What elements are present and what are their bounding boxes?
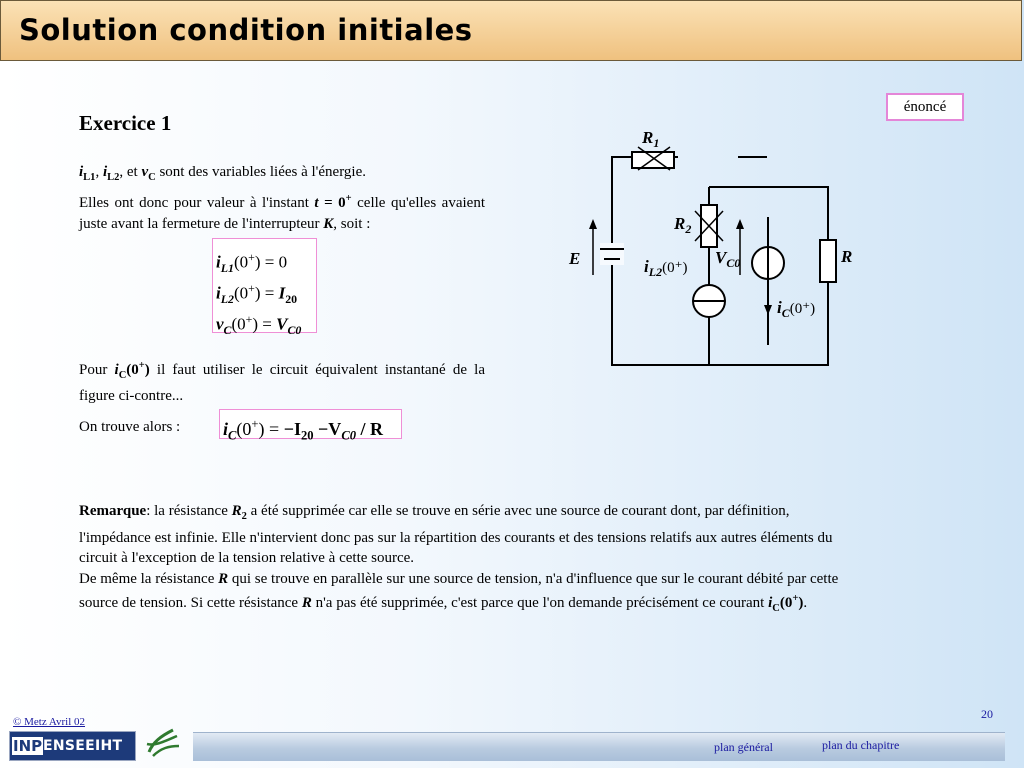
plan-general-link[interactable]: plan général xyxy=(714,740,773,754)
equivalent-circuit-paragraph: Pour $i_C(0^+)$ il faut utiliser le circuit équivalent instantané de la figure ci-contre... xyxy=(79,360,485,404)
r1-label: $R_1$ xyxy=(642,128,660,150)
energy-variables-line: $i_{L1}$, $i_{L2}$, et $v_C$ sont des variables liées à l'énergie. xyxy=(79,164,366,183)
inp-enseeiht-logo xyxy=(9,731,136,761)
r2-resistor xyxy=(695,205,723,247)
page-number: 20 xyxy=(981,707,993,721)
plan-du-chapitre-link[interactable]: plan du chapitre xyxy=(822,738,900,752)
intro-paragraph xyxy=(79,162,485,235)
lse-logo xyxy=(143,724,183,760)
slide-title: Solution condition initiales xyxy=(19,13,473,47)
il2-current-source xyxy=(693,285,725,317)
ic-current-arrow xyxy=(764,305,772,315)
enonce-button[interactable]: énoncé xyxy=(886,93,964,121)
initial-value-sentence: Elles ont donc pour valeur à l'instant t = 0+ celle qu'elles avaient juste avant la fermeture de l'interrupteur K, soit : xyxy=(79,193,485,232)
vc0-voltage-source xyxy=(736,219,784,279)
r1-resistor xyxy=(612,147,678,170)
copyright-link[interactable]: © Metz Avril 02 xyxy=(13,716,86,728)
inp-logo-text: INP xyxy=(13,737,43,755)
slide-title-bar xyxy=(0,0,1022,61)
r-label: R xyxy=(841,247,853,266)
r2-label: $R_2$ xyxy=(674,214,692,236)
il2-label: $i_{L2}(0^+)$ xyxy=(644,257,688,279)
e-voltage-source xyxy=(589,219,624,275)
remarque-paragraph: Remarque: la résistance $R_2$ a été supprimée car elle se trouve en série avec une source de courant dont, par définition, l'impédance est infinie. Elle n'intervient donc pas sur la répartition des courants et des tensions relatifs aux autres éléments du circuit à l'exception de la tension relative à cette source. De même la résistance R qui se trouve en parallèle sur une source de tension, n'a d'influence que sur le courant débité par cette source de tension. Si cette résistance R n'a pas été supprimée, c'est parce que l'on demande précisément ce courant $i_C(0^+)$. xyxy=(79,503,839,614)
enseeiht-logo-text: ENSEEIHT xyxy=(43,738,123,754)
equation-vc: $v_C(0^+) = V_{C0}$ xyxy=(216,312,302,338)
equation-il1: $i_{L1}(0^+) = 0$ xyxy=(216,250,288,276)
ic-label: $i_C(0^+)$ xyxy=(777,298,816,320)
exercise-title: Exercice 1 xyxy=(79,111,172,135)
circuit-diagram xyxy=(560,125,860,375)
equation-il2: $i_{L2}(0^+) = I_{20}$ xyxy=(216,281,298,307)
result-equation-box: $i_C(0^+) = -I_{20} -V_{C0} / R$ xyxy=(219,409,402,439)
vc0-label: $V_{C0}$ xyxy=(715,248,741,270)
e-label: E xyxy=(569,249,581,268)
on-trouve-label: On trouve alors : xyxy=(79,419,181,435)
r-resistor xyxy=(820,225,836,365)
initial-conditions-box xyxy=(212,238,317,338)
